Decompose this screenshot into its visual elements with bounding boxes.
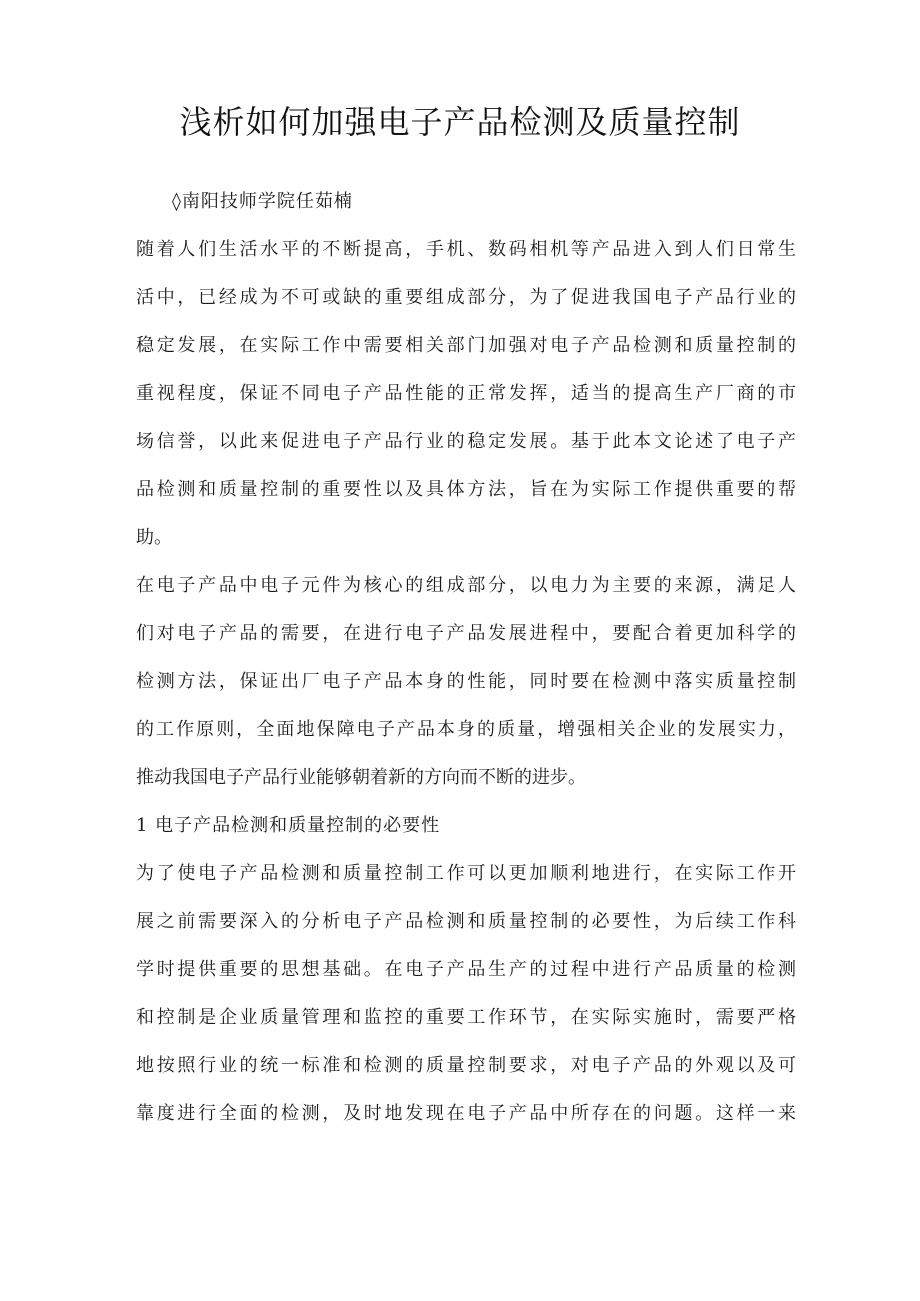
text-line: 为了使电子产品检测和质量控制工作可以更加顺利地进行，在实际工作开	[136, 863, 796, 884]
text-line: 们对电子产品的需要，在进行电子产品发展进程中，要配合着更加科学的	[136, 623, 796, 644]
text-line: 活中，已经成为不可或缺的重要组成部分，为了促进我国电子产品行业的	[136, 287, 796, 308]
text-line: 重视程度，保证不同电子产品性能的正常发挥，适当的提高生产厂商的市	[136, 383, 796, 404]
text-line: 展之前需要深入的分析电子产品检测和质量控制的必要性，为后续工作科	[136, 911, 796, 932]
text-line: 场信誉，以此来促进电子产品行业的稳定发展。基于此本文论述了电子产	[136, 431, 796, 452]
text-line: 和控制是企业质量管理和监控的重要工作环节，在实际实施时，需要严格	[136, 1007, 796, 1028]
text-line: 地按照行业的统一标准和检测的质量控制要求，对电子产品的外观以及可	[136, 1055, 796, 1076]
text-line: 学时提供重要的思想基础。在电子产品生产的过程中进行产品质量的检测	[136, 959, 796, 980]
text-line: 推动我国电子产品行业能够朝着新的方向而不断的进步。	[136, 767, 586, 788]
text-line: 的工作原则，全面地保障电子产品本身的质量，增强相关企业的发展实力，	[136, 719, 796, 740]
text-line: 助。	[136, 527, 172, 548]
text-line: 品检测和质量控制的重要性以及具体方法，旨在为实际工作提供重要的帮	[136, 479, 796, 500]
author-line: ◊南阳技师学院任茹楠	[172, 191, 353, 212]
text-line: 稳定发展，在实际工作中需要相关部门加强对电子产品检测和质量控制的	[136, 335, 796, 356]
text-line: 在电子产品中电子元件为核心的组成部分，以电力为主要的来源，满足人	[136, 575, 796, 596]
section-heading: 1 电子产品检测和质量控制的必要性	[136, 815, 441, 836]
text-line: 检测方法，保证出厂电子产品本身的性能，同时要在检测中落实质量控制	[136, 671, 796, 692]
document-title: 浅析如何加强电子产品检测及质量控制	[179, 103, 741, 141]
text-line: 靠度进行全面的检测，及时地发现在电子产品中所存在的问题。这样一来	[136, 1103, 796, 1124]
text-line: 随着人们生活水平的不断提高，手机、数码相机等产品进入到人们日常生	[136, 239, 796, 260]
